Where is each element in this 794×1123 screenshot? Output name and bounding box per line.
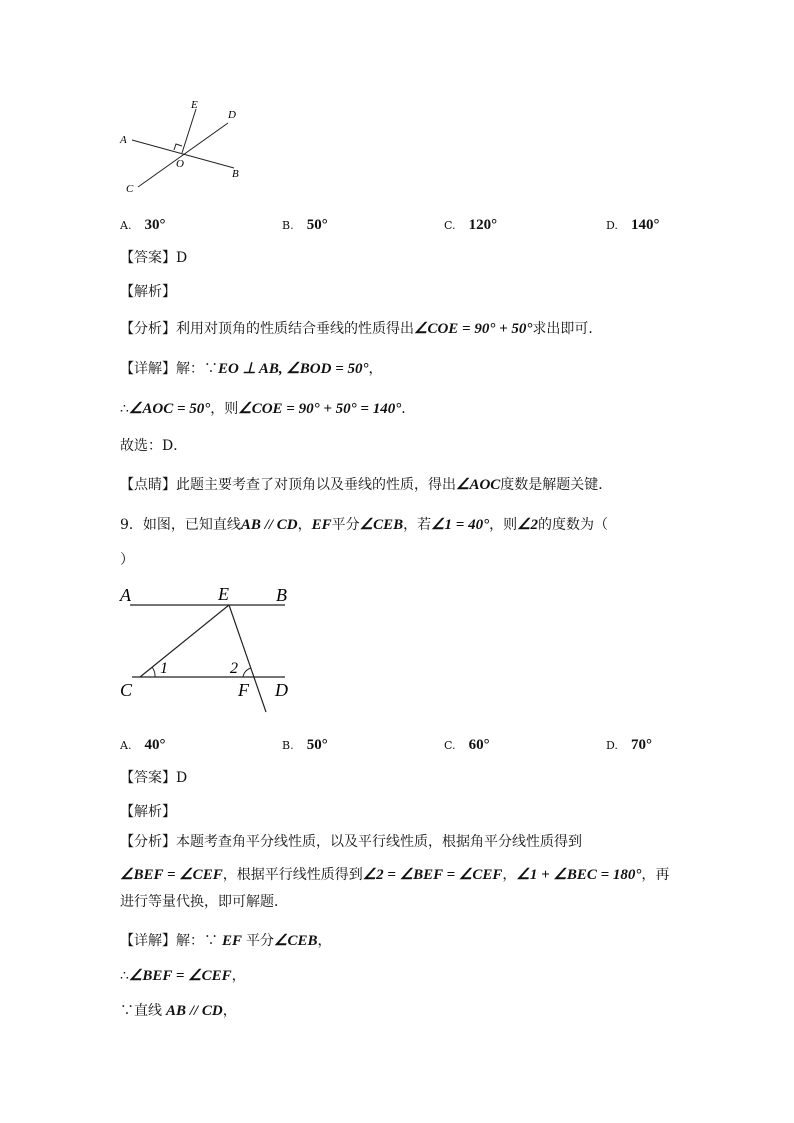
option-letter: D. bbox=[606, 739, 618, 752]
math-bef-cef: ∠BEF = ∠CEF bbox=[128, 968, 232, 984]
detail-label: 【详解】 bbox=[120, 933, 176, 949]
q9-jiexi: 【解析】 bbox=[120, 804, 176, 820]
option-letter: B. bbox=[282, 219, 294, 232]
detail-prefix: 解： bbox=[176, 361, 204, 377]
dianjing-tail: 度数是解题关键． bbox=[500, 477, 613, 493]
q9-detail-line3 bbox=[120, 1002, 237, 1020]
option-value: 60° bbox=[468, 737, 490, 753]
arc-angle1 bbox=[152, 667, 155, 677]
q9-option-c[interactable] bbox=[444, 734, 490, 754]
therefore-symbol: ∴ bbox=[120, 401, 129, 417]
ray-oe bbox=[182, 109, 196, 153]
option-value: 70° bbox=[631, 737, 653, 753]
label-d: D bbox=[228, 109, 236, 121]
q9-stem bbox=[120, 516, 608, 534]
option-value: 50° bbox=[306, 737, 328, 753]
label-a: A bbox=[120, 585, 131, 605]
analysis-label: 【分析】 bbox=[120, 834, 176, 850]
label-b: B bbox=[232, 168, 239, 180]
q8-option-b[interactable] bbox=[282, 214, 328, 234]
label-a: A bbox=[120, 134, 127, 146]
analysis-label: 【分析】 bbox=[120, 321, 176, 337]
ze-text: ，则 bbox=[489, 517, 518, 533]
detail-prefix: 解： bbox=[176, 933, 204, 949]
answer-value: D bbox=[176, 250, 188, 266]
q9-option-d[interactable] bbox=[606, 734, 652, 754]
math-ceb: ∠CEB bbox=[274, 933, 318, 949]
comma: ， bbox=[317, 933, 332, 949]
then-text: ，则 bbox=[210, 401, 239, 417]
line2-text: ，根据平行线性质得到 bbox=[222, 867, 363, 883]
analysis-tail: 求出即可． bbox=[532, 321, 603, 337]
q8-choose: 故选：D． bbox=[120, 438, 188, 454]
answer-label: 【答案】 bbox=[120, 250, 176, 266]
stem-tail: 的度数为（ bbox=[538, 517, 609, 533]
detail-math1: EO ⊥ AB, ∠BOD = 50° bbox=[218, 361, 369, 377]
answer-value: D bbox=[176, 770, 188, 786]
dianjing-label: 【点睛】 bbox=[120, 477, 176, 493]
q9-detail-line2 bbox=[120, 967, 246, 985]
math-ceb: ∠CEB bbox=[359, 517, 404, 533]
q8-option-d[interactable] bbox=[606, 214, 660, 234]
option-letter: D. bbox=[606, 219, 618, 232]
label-o: O bbox=[176, 158, 184, 170]
dianjing-math: ∠AOC bbox=[456, 477, 501, 493]
math-angle2-eq: ∠2 = ∠BEF = ∠CEF bbox=[362, 867, 503, 883]
label-angle1: 1 bbox=[160, 660, 168, 677]
q8-detail-line2 bbox=[120, 400, 415, 418]
bisect-text: 平分 bbox=[331, 517, 360, 533]
q9-answer bbox=[120, 769, 187, 787]
math-angle1: ∠1 = 40° bbox=[431, 517, 490, 533]
label-c: C bbox=[120, 680, 133, 700]
comma: ， bbox=[368, 361, 383, 377]
option-value: 50° bbox=[306, 217, 328, 233]
label-c: C bbox=[126, 183, 134, 195]
option-value: 140° bbox=[631, 217, 660, 233]
detail-math2: ∠AOC = 50° bbox=[128, 401, 211, 417]
q8-option-a[interactable] bbox=[120, 214, 166, 234]
because-symbol: ∵ bbox=[120, 1003, 134, 1019]
q8-option-c[interactable] bbox=[444, 214, 497, 234]
label-b: B bbox=[276, 585, 287, 605]
label-e: E bbox=[218, 584, 229, 604]
q8-detail bbox=[120, 360, 383, 378]
option-letter: B. bbox=[282, 739, 294, 752]
option-letter: C. bbox=[444, 219, 456, 232]
period: ． bbox=[401, 401, 416, 417]
comma: ， bbox=[231, 968, 246, 984]
comma: ， bbox=[222, 1003, 237, 1019]
q8-jiexi: 【解析】 bbox=[120, 284, 176, 300]
comma: ， bbox=[297, 517, 312, 533]
segment-ce bbox=[140, 605, 229, 677]
math-ef: EF bbox=[222, 933, 243, 949]
analysis-math: ∠COE = 90° + 50° bbox=[414, 321, 533, 337]
figure-parallel-lines bbox=[110, 578, 310, 718]
line-prefix: 直线 bbox=[134, 1003, 162, 1019]
label-f: F bbox=[238, 680, 249, 700]
analysis-text: 本题考查角平分线性质，以及平行线性质，根据角平分线性质得到 bbox=[176, 834, 582, 850]
because-symbol: ∵ bbox=[204, 361, 218, 377]
analysis-text: 利用对顶角的性质结合垂线的性质得出 bbox=[176, 321, 414, 337]
dianjing-text: 此题主要考查了对顶角以及垂线的性质，得出 bbox=[176, 477, 456, 493]
line-cd bbox=[138, 123, 228, 187]
q9-number: 9． bbox=[120, 517, 143, 533]
q9-option-a[interactable] bbox=[120, 734, 166, 754]
math-ab-cd: AB // CD bbox=[240, 517, 298, 533]
because-symbol: ∵ bbox=[204, 933, 218, 949]
option-value: 120° bbox=[468, 217, 498, 233]
option-value: 30° bbox=[144, 217, 166, 233]
math-ab-cd: AB // CD bbox=[166, 1003, 223, 1019]
label-angle2: 2 bbox=[230, 660, 238, 677]
math-angle2: ∠2 bbox=[517, 517, 539, 533]
line2-comma: ， bbox=[502, 867, 517, 883]
math-ef: EF bbox=[311, 517, 332, 533]
option-letter: A. bbox=[120, 739, 132, 752]
math-supplement: ∠1 + ∠BEC = 180° bbox=[516, 867, 642, 883]
bisect-text: 平分 bbox=[246, 933, 275, 949]
option-value: 40° bbox=[144, 737, 166, 753]
right-angle-mark bbox=[174, 144, 182, 150]
label-d: D bbox=[275, 680, 288, 700]
line2-tail: ，再 bbox=[641, 867, 670, 883]
math-bef-cef: ∠BEF = ∠CEF bbox=[120, 867, 223, 883]
label-e: E bbox=[191, 99, 198, 111]
detail-label: 【详解】 bbox=[120, 361, 176, 377]
option-letter: C. bbox=[444, 739, 456, 752]
q9-analysis-line2 bbox=[120, 866, 669, 884]
q9-option-b[interactable] bbox=[282, 734, 328, 754]
q9-detail bbox=[120, 932, 331, 950]
q9-analysis-line3: 进行等量代换，即可解题． bbox=[120, 894, 288, 910]
figure-perpendicular-lines bbox=[110, 95, 260, 200]
q8-dianjing bbox=[120, 476, 612, 494]
ruo-text: ，若 bbox=[403, 517, 432, 533]
q8-answer bbox=[120, 249, 187, 267]
arc-angle2 bbox=[243, 668, 251, 677]
answer-label: 【答案】 bbox=[120, 770, 176, 786]
therefore-symbol: ∴ bbox=[120, 968, 129, 984]
q9-analysis bbox=[120, 833, 582, 851]
detail-math3: ∠COE = 90° + 50° = 140° bbox=[238, 401, 402, 417]
q9-close-paren: ） bbox=[120, 552, 134, 568]
q8-analysis bbox=[120, 320, 602, 338]
option-letter: A. bbox=[120, 219, 132, 232]
stem-a: 如图，已知直线 bbox=[142, 517, 241, 533]
